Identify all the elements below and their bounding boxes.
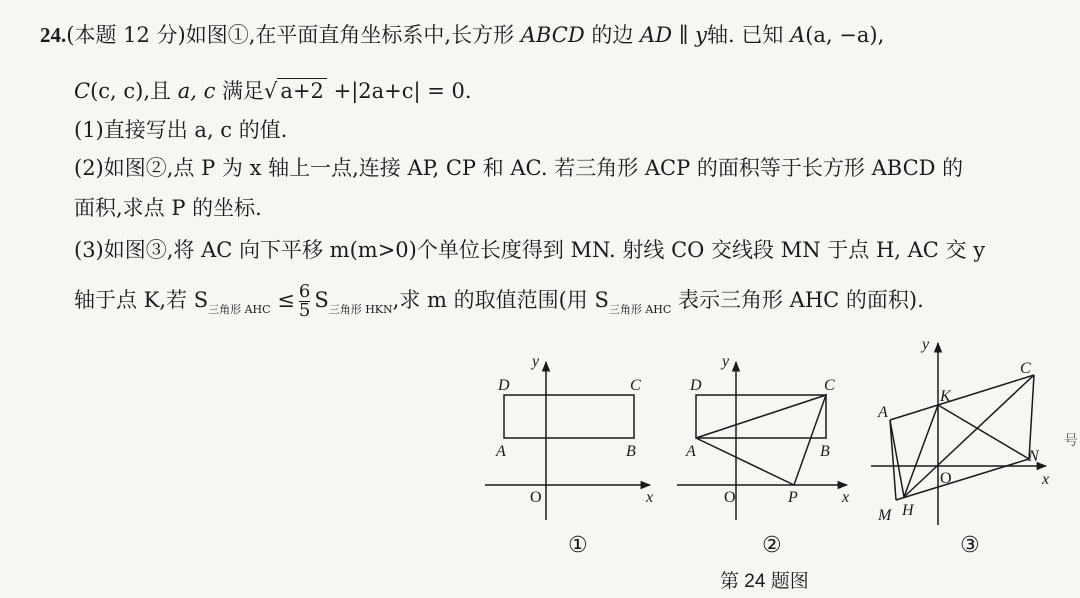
triangle-acp bbox=[696, 395, 826, 485]
segment-ac bbox=[890, 375, 1034, 420]
label-b: B bbox=[626, 443, 636, 460]
label-o: O bbox=[940, 470, 952, 487]
figure-3 bbox=[866, 335, 1066, 525]
part-3-line-2: 轴于点 K,若 $S_{三角形 AHC}$ ≤ $\frac{6}{5}$ $S_{三角形 HKN}$,求 m 的取值范围(用 $S_{三角形 AHC}$ 表示三角形 AHC 的面积). bbox=[74, 281, 924, 321]
label-b: B bbox=[820, 443, 830, 460]
label-k: K bbox=[940, 388, 951, 405]
part-3-line-1: (3)如图③,将 AC 向下平移 m(m>0)个单位长度得到 MN. 射线 CO 交线段 MN 于点 H, AC 交 y bbox=[74, 238, 986, 262]
label-d: D bbox=[690, 377, 702, 394]
segment-kh bbox=[904, 405, 938, 497]
label-d: D bbox=[498, 377, 510, 394]
label-x: x bbox=[646, 489, 654, 506]
figure-1 bbox=[480, 350, 680, 530]
segment-ah bbox=[890, 420, 904, 497]
label-x: x bbox=[1042, 471, 1050, 488]
label-n: N bbox=[1028, 448, 1039, 465]
part-2-line-2: 面积,求点 P 的坐标. bbox=[74, 196, 262, 220]
part-1: (1)直接写出 a, c 的值. bbox=[74, 118, 288, 142]
figure-1-label: ① bbox=[568, 533, 588, 558]
segment-cn bbox=[1029, 375, 1034, 459]
fraction: $\frac{6}{5}$ bbox=[298, 281, 311, 321]
label-o: O bbox=[530, 489, 542, 506]
label-y: y bbox=[532, 353, 540, 370]
label-p: P bbox=[788, 489, 798, 506]
question-line-2: C(c, c),且 a, c 满足√ a+2 +|2a+c| = 0. bbox=[74, 79, 472, 103]
sqrt-sign: √ bbox=[264, 79, 278, 103]
label-o: O bbox=[724, 489, 736, 506]
label-a: A bbox=[496, 443, 506, 460]
question-line-1: 24.(本题 12 分)如图①,在平面直角坐标系中,长方形 ABCD 的边 AD ∥ y轴. 已知 A(a, −a), bbox=[40, 23, 885, 47]
label-y: y bbox=[922, 336, 930, 353]
segment-kn bbox=[938, 405, 1029, 459]
label-c: C bbox=[630, 377, 641, 394]
question-number: 24. bbox=[40, 23, 67, 47]
figure-2 bbox=[672, 350, 872, 530]
part-2-line-1: (2)如图②,点 P 为 x 轴上一点,连接 AP, CP 和 AC. 若三角形 ACP 的面积等于长方形 ABCD 的 bbox=[74, 156, 964, 180]
label-c: C bbox=[1020, 360, 1031, 377]
question-points: (本题 12 分) bbox=[66, 23, 186, 47]
sqrt-expression: a+2 bbox=[277, 78, 326, 103]
ray-co bbox=[904, 375, 1034, 497]
label-a: A bbox=[686, 443, 696, 460]
label-c: C bbox=[824, 377, 835, 394]
label-y: y bbox=[722, 353, 730, 370]
abs-expression: +|2a+c| = 0. bbox=[333, 79, 472, 103]
label-x: x bbox=[842, 489, 850, 506]
figure-3-label: ③ bbox=[960, 533, 980, 558]
label-h: H bbox=[902, 502, 914, 519]
label-a: A bbox=[878, 404, 888, 421]
figure-2-label: ② bbox=[762, 533, 782, 558]
label-m: M bbox=[878, 507, 892, 524]
edge-mark: 号 bbox=[1064, 433, 1078, 449]
segment-am bbox=[890, 420, 896, 500]
figure-caption: 第 24 题图 bbox=[720, 571, 809, 592]
rectangle-abcd bbox=[504, 395, 634, 438]
